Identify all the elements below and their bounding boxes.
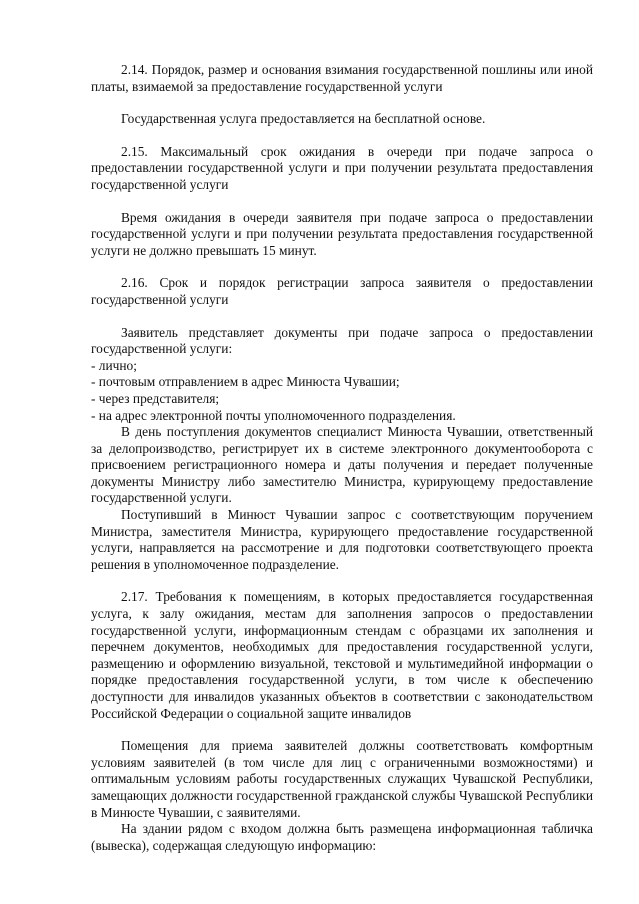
section-2-14-body: Государственная услуга предоставляется на бесплатной основе. — [121, 111, 486, 127]
section-2-17-heading: 2.17. Требования к помещениям, в которых предоставляется государственная услуга, к залу ожидания, местам для заполнения запросов о предоставлении государственной услуги, информационным стендам с образцами их заполнения и перечнем документов, необходимых для предоставления государственной услуги, размещению и оформлению визуальной, текстовой и мультимедийной информации о порядке предоставления государственной услуги, в том числе к обеспечению доступности для инвалидов указанных объектов в соответствии с законодательством Российской Федерации о социальной защите инвалидов — [91, 589, 593, 721]
section-2-16-paragraph: Поступивший в Минюст Чувашии запрос с соответствующим поручением Министра, заместителя Министра, курирующего предоставление государственной услуги, направляется на рассмотрение и для подготовки соответствующего проекта решения в уполномоченное подразделение. — [91, 507, 593, 572]
list-item: - через представителя; — [91, 390, 220, 406]
section-2-14-heading: 2.14. Порядок, размер и основания взимания государственной пошлины или иной платы, взимаемой за предоставление государственной услуги — [91, 62, 593, 94]
spacer — [91, 309, 593, 325]
list-item: - на адрес электронной почты уполномоченного подразделения. — [91, 407, 456, 423]
spacer — [91, 128, 593, 144]
spacer — [91, 194, 593, 210]
spacer — [91, 573, 593, 589]
section-2-17-paragraph: На здании рядом с входом должна быть размещена информационная табличка (вывеска), содержащая следующую информацию: — [91, 821, 593, 853]
spacer — [91, 259, 593, 275]
spacer — [91, 722, 593, 738]
list-item: - почтовым отправлением в адрес Минюста Чувашии; — [91, 374, 400, 390]
document-page — [91, 62, 593, 854]
section-2-15-body: Время ожидания в очереди заявителя при подаче запроса о предоставлении государственной услуги и при получении результата предоставления государственной услуги не должно превышать 15 минут. — [91, 209, 593, 258]
section-2-16-intro: Заявитель представляет документы при подаче запроса о предоставлении государственной услуги: — [91, 324, 593, 357]
section-2-17-paragraph: Помещения для приема заявителей должны соответствовать комфортным условиям заявителей (в том числе для лиц с ограниченными возможностями) и оптимальным условиям работы государственных служащих Чувашской Республики, замещающих должности государственной гражданской службы Чувашской Республики в Минюсте Чувашии, с заявителями. — [91, 738, 593, 820]
list-item: - лично; — [91, 357, 137, 373]
section-2-16-paragraph: В день поступления документов специалист Минюста Чувашии, ответственный за делопроизводство, регистрирует их в системе электронного документооборота с присвоением регистрационного номера и даты получения и передает полученные документы Министру либо заместителю Министра, курирующему предоставление государственной услуги. — [91, 424, 593, 506]
section-2-16-heading: 2.16. Срок и порядок регистрации запроса заявителя о предоставлении государственной услуги — [91, 275, 593, 307]
section-2-15-heading: 2.15. Максимальный срок ожидания в очереди при подаче запроса о предоставлении государственной услуги и при получении результата предоставления государственной услуги — [91, 143, 593, 192]
spacer — [91, 95, 593, 111]
